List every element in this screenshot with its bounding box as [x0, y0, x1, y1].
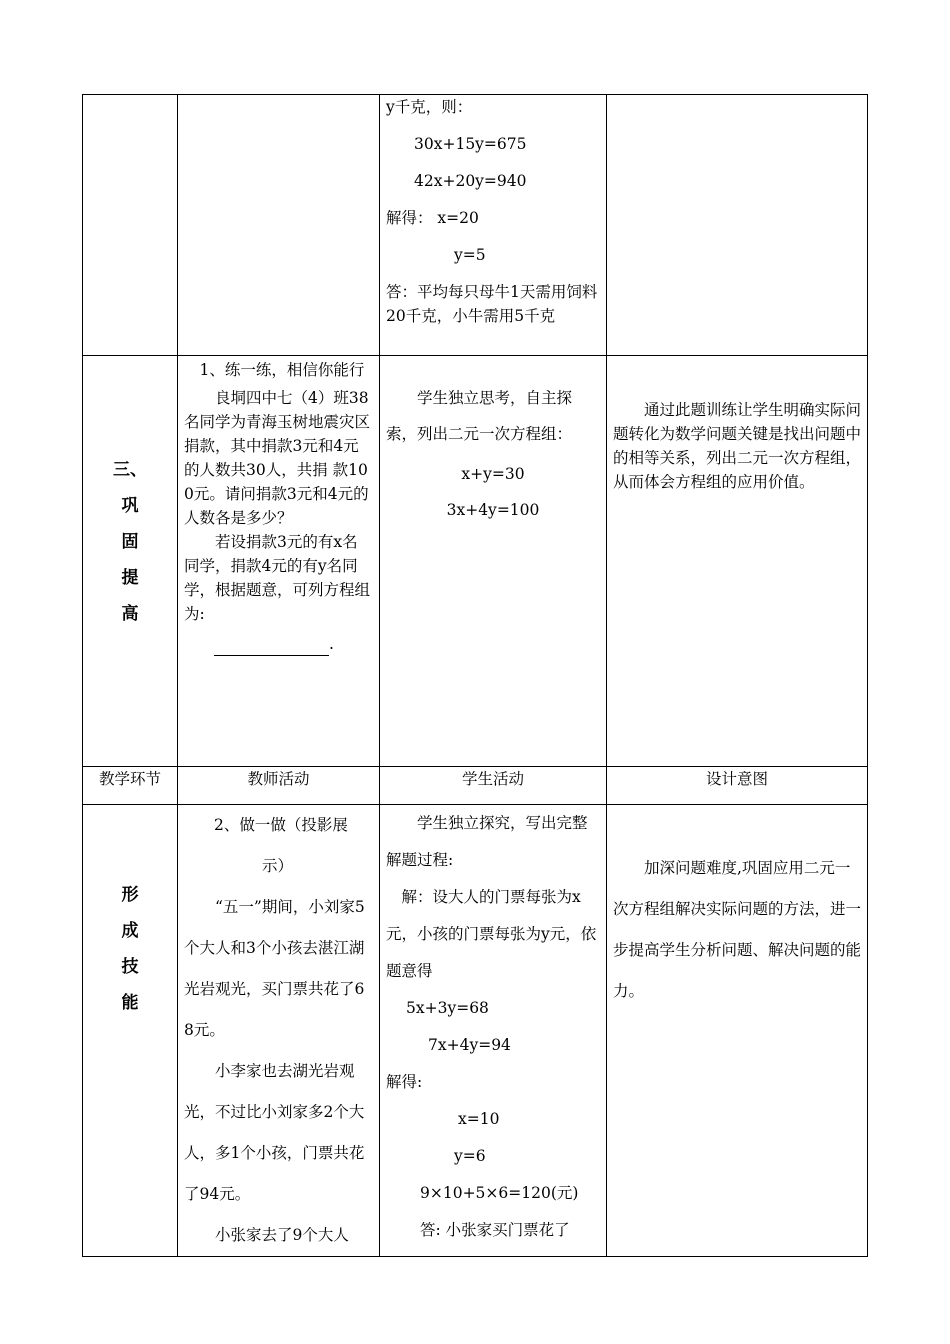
setup-text: 若设捐款3元的有x名同学，捐款4元的有y名同学，根据题意，可列方程组为: — [184, 533, 371, 623]
teacher-activity-cell — [178, 805, 380, 1257]
section-title: 三、 — [113, 460, 147, 480]
equation: 7x+4y=94 — [428, 1036, 511, 1054]
table-header-row — [83, 767, 868, 805]
header-cell: 教师活动 — [178, 767, 380, 805]
section-title: 提 — [121, 568, 139, 588]
exercise-heading: 2、做一做（投影展 — [214, 816, 348, 834]
design-intent-cell — [607, 356, 868, 767]
design-intent-cell — [607, 95, 868, 356]
section-title: 技 — [121, 957, 139, 977]
equation: 30x+15y=675 — [414, 135, 527, 153]
answer-blank — [184, 632, 373, 656]
problem-text: “五一”期间，小刘家5个大人和3个小孩去湛江湖光岩观光，买门票共花了68元。 — [184, 898, 365, 1039]
table-row — [83, 95, 868, 356]
problem-text: 小张家去了9个大人 — [215, 1226, 349, 1244]
section-title: 巩 — [121, 496, 139, 516]
blank-period: . — [329, 635, 334, 653]
section-title: 成 — [121, 921, 139, 941]
problem-text: 良垌四中七（4）班38名同学为青海玉树地震灾区捐款，其中捐款3元和4元的人数共30人，共捐 款100元。请问捐款3元和4元的人数各是多少？ — [184, 389, 371, 527]
problem-text: 小李家也去湖光岩观光，不过比小刘家多2个大人，多1个小孩，门票共花了94元。 — [184, 1062, 365, 1203]
section-cell — [83, 805, 178, 1257]
header-cell: 设计意图 — [607, 767, 868, 805]
fill-blank-line — [214, 639, 329, 656]
section-title: 形 — [121, 885, 139, 905]
student-text: 解：设大人的门票每张为x元，小孩的门票每张为y元，依题意得 — [386, 888, 597, 980]
equation: y=5 — [454, 246, 486, 264]
equation: 5x+3y=68 — [406, 999, 489, 1017]
equation: 42x+20y=940 — [414, 172, 527, 190]
section-title: 能 — [121, 993, 139, 1013]
student-activity-cell — [380, 805, 607, 1257]
exercise-heading: 示） — [262, 857, 294, 875]
table-row — [83, 805, 868, 1257]
section-title: 固 — [121, 532, 139, 552]
answer-text: 答: 小张家买门票花了 — [420, 1221, 570, 1239]
header-cell: 教学环节 — [83, 767, 178, 805]
student-text: 学生独立探究，写出完整解题过程: — [386, 814, 588, 869]
teacher-activity-cell — [178, 95, 380, 356]
student-activity-cell — [380, 356, 607, 767]
section-title: 高 — [121, 604, 139, 624]
section-cell — [83, 95, 178, 356]
student-activity-cell — [380, 95, 607, 356]
lesson-plan-table — [82, 94, 868, 1257]
equation: x=10 — [458, 1110, 500, 1128]
equation: x+y=30 — [461, 465, 525, 483]
equation: 3x+4y=100 — [446, 501, 540, 519]
equation: y=6 — [454, 1147, 486, 1165]
text-line: 解得： x=20 — [386, 209, 479, 227]
header-cell: 学生活动 — [380, 767, 607, 805]
design-text: 通过此题训练让学生明确实际问题转化为数学问题关键是找出问题中的相等关系，列出二元一次方程组，从而体会方程组的应用价值。 — [613, 401, 862, 491]
section-cell — [83, 356, 178, 767]
text-line: y千克，则： — [386, 98, 473, 116]
design-intent-cell — [607, 805, 868, 1257]
student-text: 解得: — [386, 1073, 423, 1091]
design-text: 加深问题难度,巩固应用二元一次方程组解决实际问题的方法，进一步提高学生分析问题、解决问题的能力。 — [613, 859, 862, 1000]
student-text: 学生独立思考，自主探索，列出二元一次方程组： — [386, 389, 573, 443]
exercise-heading: 1、练一练，相信你能行 — [199, 361, 365, 379]
calculation: 9×10+5×6=120(元) — [420, 1184, 579, 1202]
teacher-activity-cell — [178, 356, 380, 767]
answer-text: 答：平均每只母牛1天需用饲料20千克，小牛需用5千克 — [386, 283, 598, 325]
table-row — [83, 356, 868, 767]
